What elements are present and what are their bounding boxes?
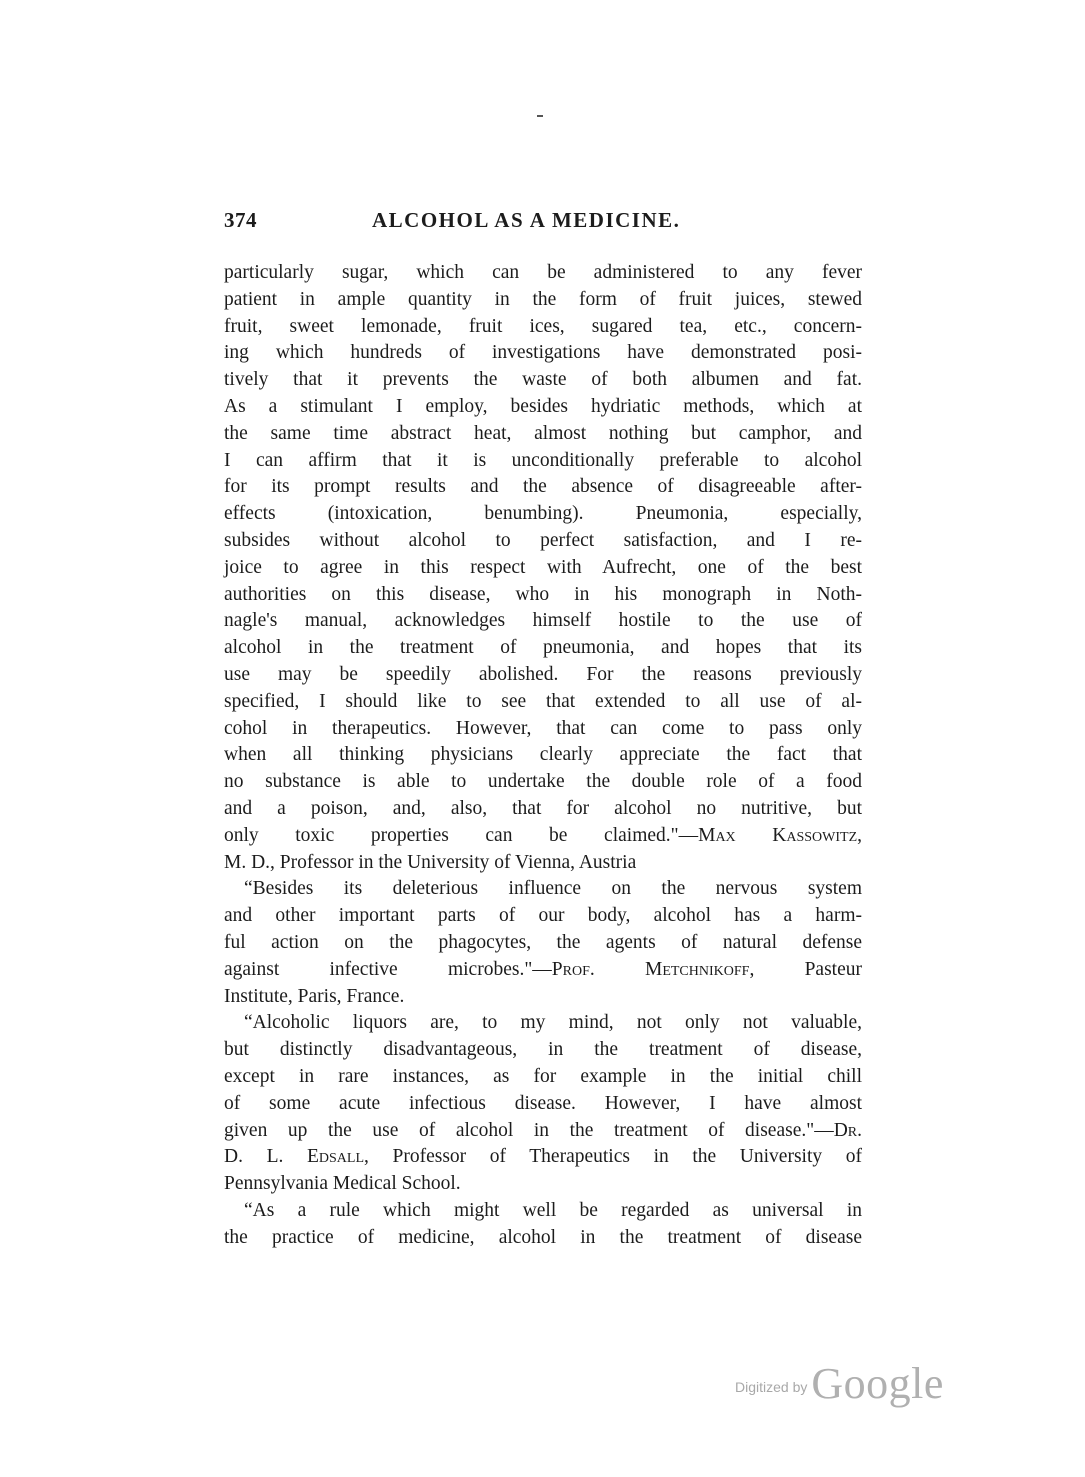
text-line-attribution — [224, 823, 862, 850]
watermark-prefix: Digitized by — [735, 1379, 808, 1395]
text-line: alcohol in the treatment of pneumonia, and hopes that its — [224, 637, 862, 659]
page-header — [224, 208, 864, 240]
text-line-attribution — [224, 1118, 862, 1145]
text-line: no substance is able to undertake the double role of a food — [224, 771, 862, 793]
text-line: joice to agree in this respect with Aufrecht, one of the best — [224, 556, 862, 578]
running-title: ALCOHOL AS A MEDICINE. — [372, 208, 681, 232]
text-line-attribution — [224, 1144, 862, 1171]
author-affiliation: Pennsylvania Medical School. — [224, 1173, 461, 1195]
text-line: “As a rule which might well be regarded as universal in — [244, 1199, 862, 1221]
author-title: Dr. — [833, 1119, 862, 1141]
text-line: the practice of medicine, alcohol in the treatment of disease — [224, 1226, 862, 1248]
text-line-attribution — [224, 957, 862, 984]
body-text — [224, 260, 862, 1251]
text-line: and a poison, and, also, that for alcohol no nutritive, but — [224, 797, 862, 819]
text-line: except in rare instances, as for example in the initial chill — [224, 1065, 862, 1087]
text-line: “Besides its deleterious influence on the nervous system — [244, 878, 862, 900]
quote-ending: given up the use of alcohol in the treatment of disease."— — [224, 1119, 834, 1141]
text-line: subsides without alcohol to perfect satisfaction, and I re- — [224, 529, 862, 551]
text-line: use may be speedily abolished. For the reasons previously — [224, 663, 862, 685]
text-line: fruit, sweet lemonade, fruit ices, sugared tea, etc., concern- — [224, 315, 862, 337]
text-line: As a stimulant I employ, besides hydriatic methods, which at — [224, 395, 862, 417]
scan-speck — [537, 115, 543, 117]
author-name: Max Kassowitz, — [698, 824, 862, 846]
paragraph-metchnikoff-quote — [224, 876, 862, 1010]
author-affiliation: M. D., Professor in the University of Vienna, Austria — [224, 851, 637, 873]
text-line: I can affirm that it is unconditionally preferable to alcohol — [224, 449, 862, 471]
paragraph-kassowitz-quote — [224, 260, 862, 876]
paragraph-edsall-quote — [224, 1010, 862, 1198]
text-line: for its prompt results and the absence of disagreeable after- — [224, 476, 862, 498]
author-affiliation: Institute, Paris, France. — [224, 985, 405, 1007]
quote-ending: only toxic properties can be claimed."— — [224, 824, 699, 846]
text-line: tively that it prevents the waste of both albumen and fat. — [224, 369, 862, 391]
affiliation-start: Pasteur — [754, 958, 862, 980]
page-number: 374 — [224, 208, 257, 232]
text-line: authorities on this disease, who in his monograph in Noth- — [224, 583, 862, 605]
author-name: D. L. Edsall, — [224, 1146, 369, 1168]
text-line: ful action on the phagocytes, the agents of natural defense — [224, 931, 862, 953]
text-line: nagle's manual, acknowledges himself hostile to the use of — [224, 610, 862, 632]
quote-ending: against infective microbes."— — [224, 958, 552, 980]
text-line: and other important parts of our body, alcohol has a harm- — [224, 905, 862, 927]
text-line: ing which hundreds of investigations have demonstrated posi- — [224, 342, 862, 364]
text-line: patient in ample quantity in the form of fruit juices, stewed — [224, 288, 862, 310]
google-logo: Google — [811, 1359, 944, 1408]
affiliation-start: Professor of Therapeutics in the University of — [368, 1146, 862, 1168]
text-line: specified, I should like to see that extended to all use of al- — [224, 690, 862, 712]
text-line: the same time abstract heat, almost nothing but camphor, and — [224, 422, 862, 444]
text-line: when all thinking physicians clearly appreciate the fact that — [224, 744, 862, 766]
paragraph-final-quote — [224, 1198, 862, 1252]
text-line: of some acute infectious disease. However, I have almost — [224, 1092, 862, 1114]
text-line: effects (intoxication, benumbing). Pneumonia, especially, — [224, 503, 862, 525]
text-line: cohol in therapeutics. However, that can come to pass only — [224, 717, 862, 739]
author-name: Prof. Metchnikoff, — [551, 958, 755, 980]
digitized-watermark — [735, 1358, 944, 1409]
text-line: particularly sugar, which can be administered to any fever — [224, 262, 862, 283]
text-line: but distinctly disadvantageous, in the treatment of disease, — [224, 1039, 862, 1061]
text-line: “Alcoholic liquors are, to my mind, not only not valuable, — [244, 1012, 862, 1034]
